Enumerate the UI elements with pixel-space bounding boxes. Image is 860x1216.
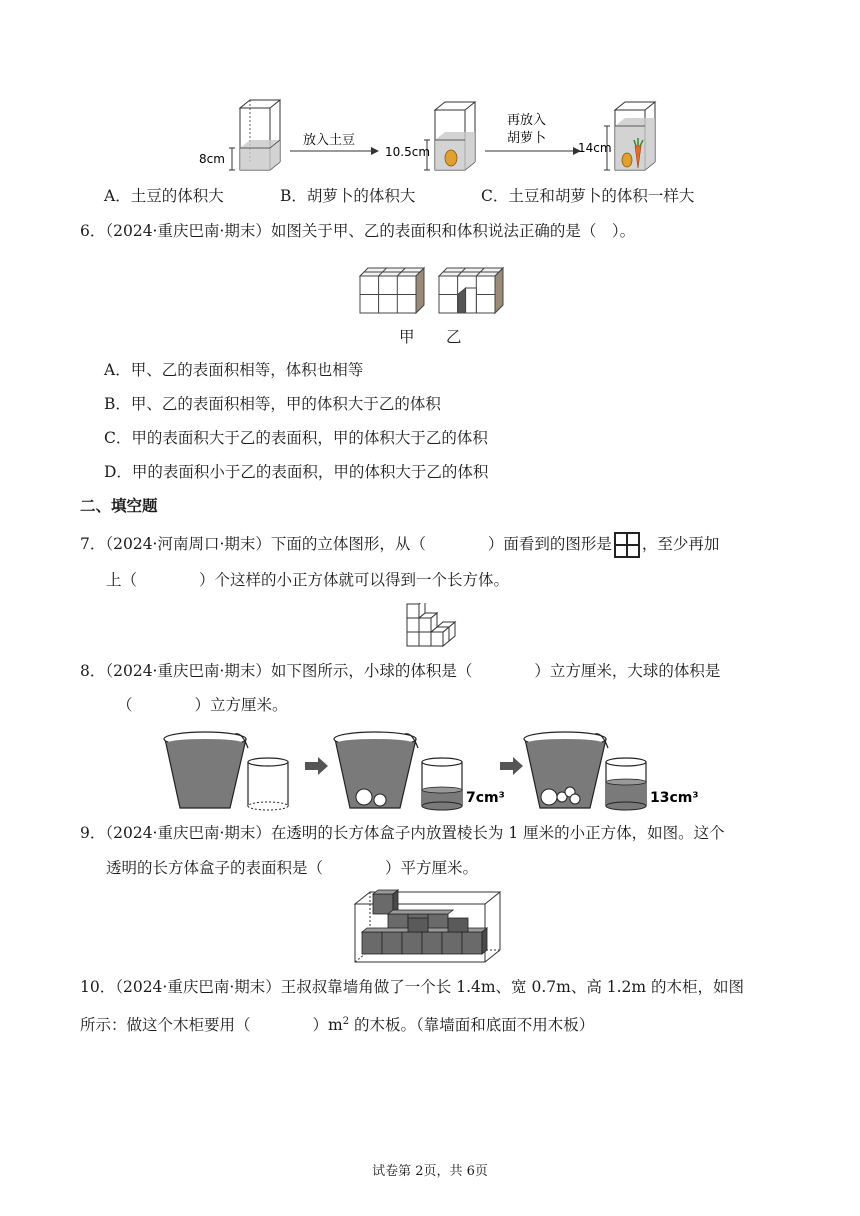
q5-arrow-label-2b: 胡萝卜 xyxy=(507,131,547,146)
q9-line-1: 9．（2024·重庆巴南·期末）在透明的长方体盒子内放置棱长为 1 厘米的小正方体，如图。这个 xyxy=(80,824,725,842)
q10-superscript: 2 xyxy=(342,1016,350,1027)
q6-option-d[interactable]: D．甲的表面积小于乙的表面积，甲的体积大于乙的体积 xyxy=(104,463,489,481)
q7-figure xyxy=(404,603,458,649)
q8-line-2: （ ）立方厘米。 xyxy=(117,696,288,714)
q7-line-1 xyxy=(80,532,719,558)
section-title: 二、填空题 xyxy=(80,496,158,515)
q7-text-part2: ，至少再加 xyxy=(641,535,720,553)
q9-line-2: 透明的长方体盒子的表面积是（ ）平方厘米。 xyxy=(106,859,479,877)
q6-option-a[interactable]: A．甲、乙的表面积相等，体积也相等 xyxy=(104,361,364,379)
q7-line-2: 上（ ）个这样的小正方体就可以得到一个长方体。 xyxy=(106,571,510,589)
q8-volume-1: 7cm³ xyxy=(466,790,505,806)
container-2 xyxy=(424,102,475,170)
q5-option-b[interactable]: B．胡萝卜的体积大 xyxy=(280,187,416,205)
q6-question: 6．（2024·重庆巴南·期末）如图关于甲、乙的表面积和体积说法正确的是（ ）。 xyxy=(80,222,636,240)
q6-figure xyxy=(355,262,515,318)
q5-arrow-label-2a: 再放入 xyxy=(507,113,547,128)
q5-arrow-label-1: 放入土豆 xyxy=(303,133,356,148)
q8-figure xyxy=(160,724,700,814)
q5-figure xyxy=(195,96,665,178)
q5-height-1: 8cm xyxy=(199,152,225,166)
container-3 xyxy=(604,102,655,170)
q10-text-b: 的木板。（靠墙面和底面不用木板） xyxy=(349,1016,595,1035)
q9-figure xyxy=(350,888,505,966)
q8-volume-2: 13cm³ xyxy=(650,790,699,806)
q10-line-2 xyxy=(80,1011,594,1036)
q8-line-1: 8．（2024·重庆巴南·期末）如下图所示，小球的体积是（ ）立方厘米，大球的体积是 xyxy=(80,662,721,680)
bucket-3 xyxy=(524,732,646,810)
page-footer: 试卷第 2页，共 6页 xyxy=(372,1164,488,1179)
bucket-2 xyxy=(334,732,462,810)
q7-grid-icon xyxy=(614,532,640,558)
q5-option-c[interactable]: C．土豆和胡萝卜的体积一样大 xyxy=(481,187,695,205)
q5-height-2: 10.5cm xyxy=(385,145,431,159)
q6-label-yi: 乙 xyxy=(446,328,462,346)
q5-height-3: 14cm xyxy=(578,141,612,155)
q5-option-a[interactable]: A．土豆的体积大 xyxy=(104,187,224,205)
q6-option-b[interactable]: B．甲、乙的表面积相等，甲的体积大于乙的体积 xyxy=(104,395,441,413)
q6-label-jia: 甲 xyxy=(399,328,415,346)
q6-option-c[interactable]: C．甲的表面积大于乙的表面积，甲的体积大于乙的体积 xyxy=(104,429,488,447)
q7-text-part1: 7．（2024·河南周口·期末）下面的立体图形，从（ ）面看到的图形是 xyxy=(80,535,612,553)
q10-text-a: 所示：做这个木柜要用（ ）m xyxy=(80,1016,343,1035)
container-1 xyxy=(229,100,280,170)
bucket-1 xyxy=(164,732,288,810)
q10-line-1: 10．（2024·重庆巴南·期末）王叔叔靠墙角做了一个长 1.4m、宽 0.7m、高 1.2m 的木柜，如图 xyxy=(80,978,745,996)
